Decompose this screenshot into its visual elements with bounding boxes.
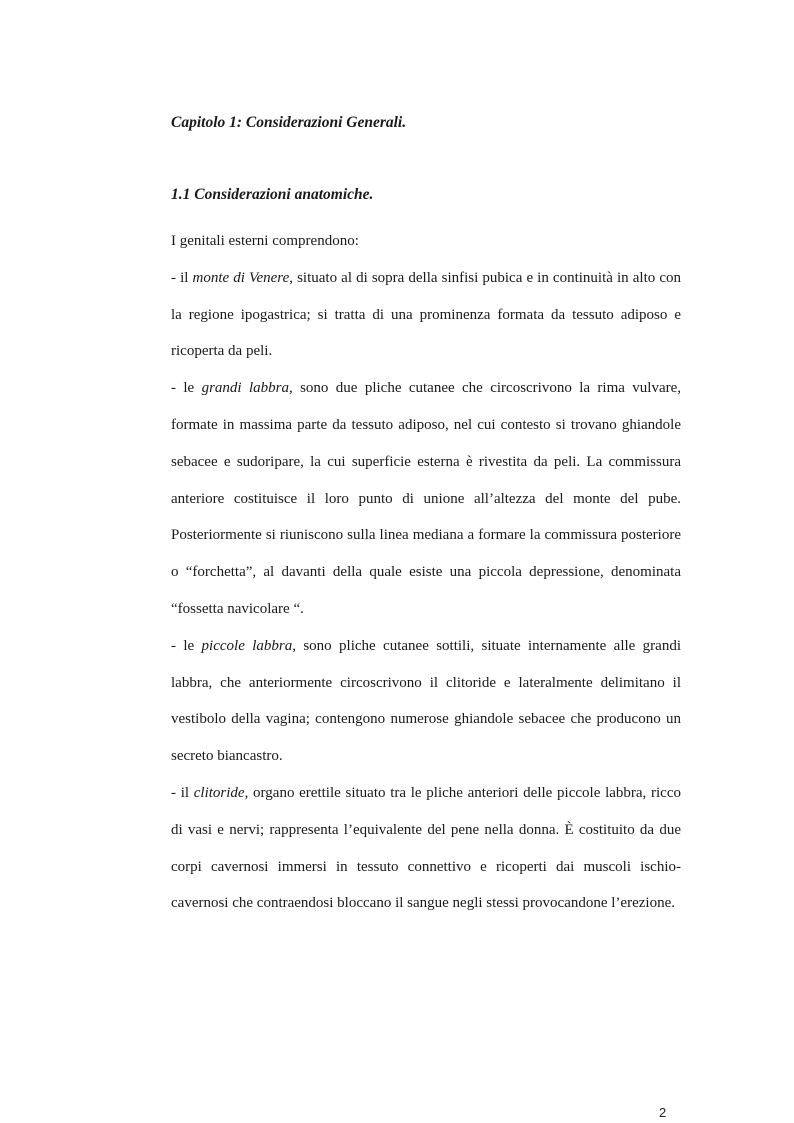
item-prefix: - il — [171, 269, 193, 286]
chapter-title: Capitolo 1: Considerazioni Generali. — [171, 114, 407, 131]
list-item-clitoride — [171, 775, 681, 922]
section-title: 1.1 Considerazioni anatomiche. — [171, 186, 374, 203]
item-term: monte di Venere, — [192, 269, 293, 286]
item-text: sono due pliche cutanee che circoscrivono la rima vulvare, formate in massima parte da tessuto adiposo, nel cui contesto si trovano ghiandole sebacee e sudoripare, la cui superficie esterna è rivestita da peli. La commissura anteriore costituisce il loro punto di unione all’altezza del monte del pube. Posteriormente si riuniscono sulla linea mediana a formare la commissura posteriore o “forchetta”, al davanti della quale esiste una piccola depressione, denominata “fossetta navicolare “. — [171, 380, 682, 617]
item-term: clitoride — [193, 784, 245, 801]
item-prefix: - le — [171, 380, 202, 397]
item-text: , organo erettile situato tra le pliche anteriori delle piccole labbra, ricco di vasi e nervi; rappresenta l’equivalente del pene nella donna. È costituito da due corpi cavernosi immersi in tessuto connettivo e ricoperti dai muscoli ischio-cavernosi che contraendosi bloccano il sangue negli stessi provocandone l’erezione. — [171, 784, 681, 912]
page-number: 2 — [659, 1105, 667, 1120]
list-item-piccole-labbra — [171, 628, 681, 775]
item-term: grandi labbra, — [201, 380, 293, 397]
item-prefix: - le — [171, 637, 202, 654]
list-item-monte-di-venere — [171, 260, 681, 370]
item-text: situato al di sopra della sinfisi pubica e in continuità in alto con la regione ipogastrica; si tratta di una prominenza formata da tessuto adiposo e ricoperta da peli. — [171, 269, 681, 360]
item-text: sono pliche cutanee sottili, situate internamente alle grandi labbra, che anteriormente circoscrivono il clitoride e lateralmente delimitano il vestibolo della vagina; contengono numerose ghiandole sebacee che producono un secreto biancastro. — [171, 637, 681, 765]
intro-paragraph: I genitali esterni comprendono: — [171, 233, 359, 249]
item-prefix: - il — [171, 784, 194, 801]
body-text — [171, 223, 681, 922]
item-term: piccole labbra, — [201, 637, 296, 654]
list-item-grandi-labbra — [171, 370, 681, 628]
